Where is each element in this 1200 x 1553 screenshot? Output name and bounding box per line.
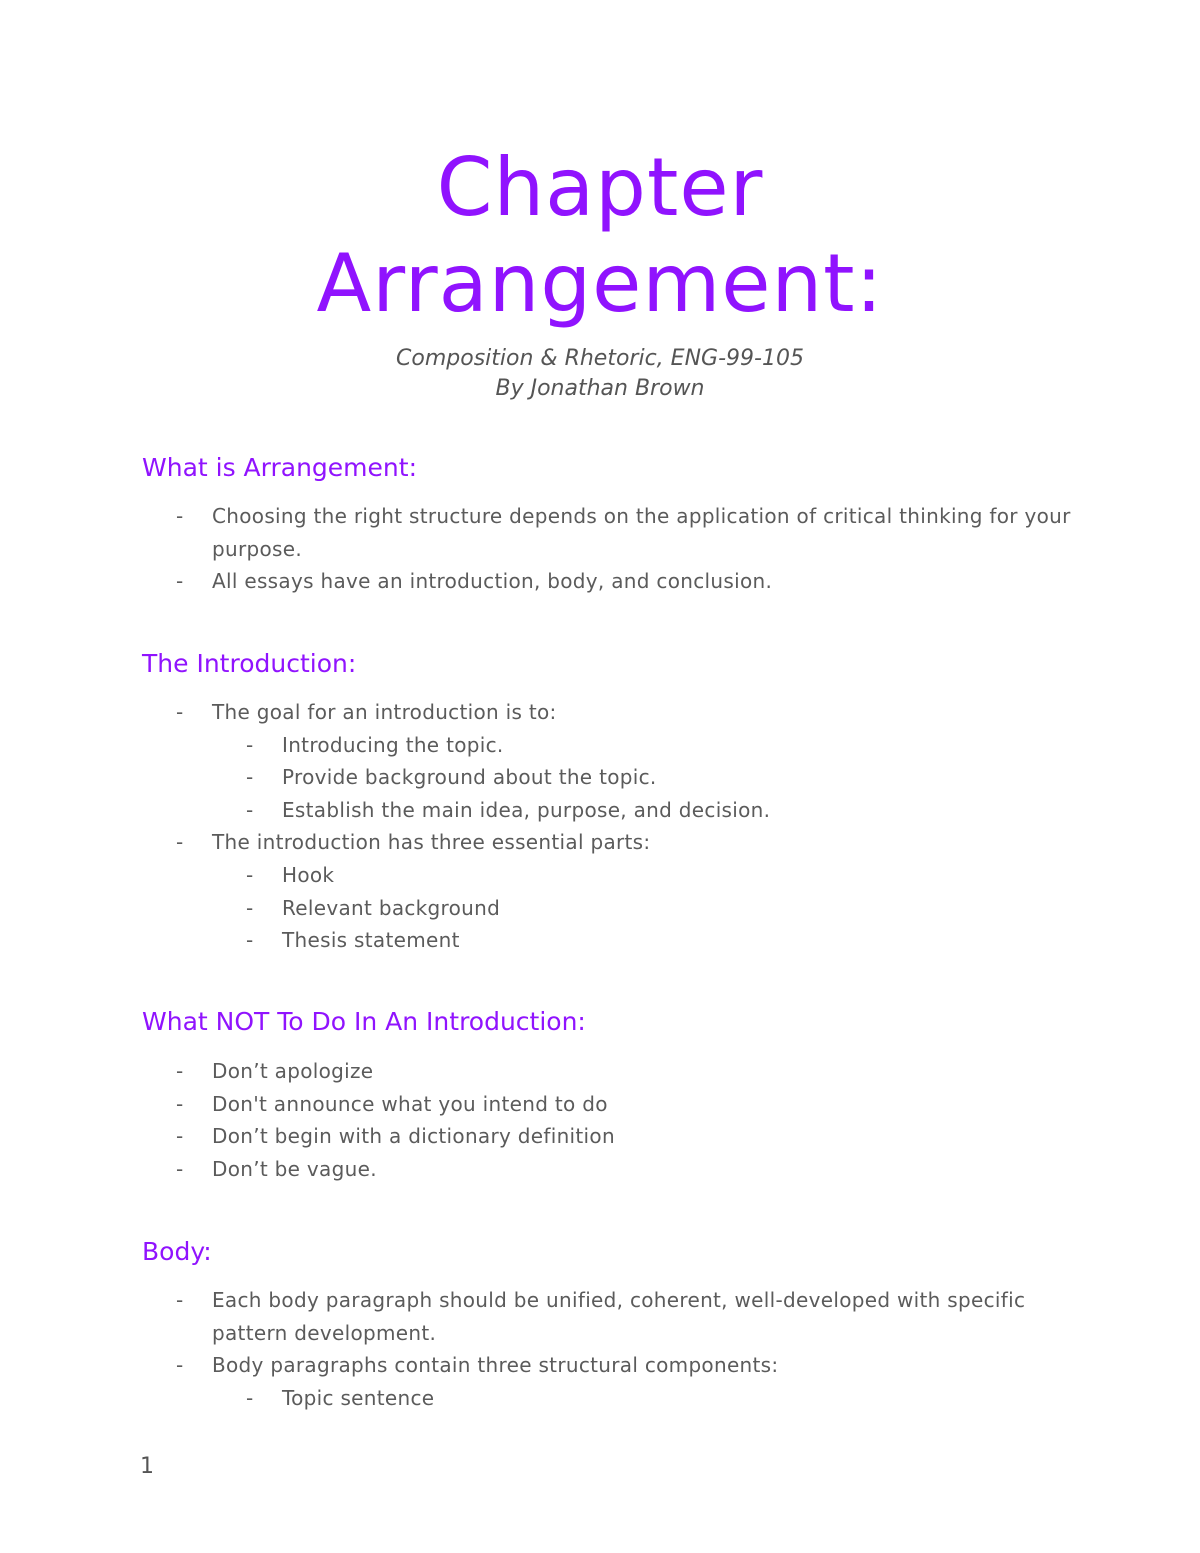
dash-bullet: - [176,1156,184,1181]
title-line-1: Chapter [436,141,764,234]
list-item [142,1055,1102,1088]
list-item-text: Don’t begin with a dictionary definition [212,1124,615,1149]
dash-bullet: - [246,797,254,822]
subtitle [0,344,1200,404]
section-heading: What NOT To Do In An Introduction: [142,1007,586,1036]
page-title [0,140,1200,332]
dash-bullet: - [176,1124,184,1149]
dash-bullet: - [246,928,254,953]
sub-list-item [142,924,1102,957]
list-item-text: The introduction has three essential parts: [212,830,651,855]
sub-list-item [142,729,1102,762]
section-introduction [142,648,1102,957]
list-item [142,1284,1102,1349]
section-heading: The Introduction: [142,649,357,678]
section-body [142,1236,1102,1414]
dash-bullet: - [176,1091,184,1116]
sub-list-item [142,794,1102,827]
list-item [142,1349,1102,1382]
list-item-text: Relevant background [282,895,501,920]
dash-bullet: - [176,504,184,528]
author-name: By Jonathan Brown [495,376,705,401]
list-item-text: Don’t be vague. [212,1156,377,1181]
page-number: 1 [140,1454,154,1479]
list-item-text: Each body paragraph should be unified, coherent, well-developed with specific pattern development. [212,1288,1026,1345]
sub-list-item [142,859,1102,892]
list-item-text: Thesis statement [282,928,460,953]
section-what-is-arrangement [142,452,1102,598]
dash-bullet: - [176,1353,184,1378]
list-item [142,1153,1102,1186]
bullet-list [142,1055,1102,1185]
list-item [142,565,1102,598]
sub-list-item [142,892,1102,925]
bullet-list [142,696,1102,957]
section-heading: What is Arrangement: [142,453,417,482]
list-item [142,696,1102,729]
course-name: Composition & Rhetoric, ENG-99-105 [396,346,804,371]
list-item [142,500,1102,565]
list-item-text: The goal for an introduction is to: [212,700,557,724]
bullet-list [142,500,1102,598]
bullet-list [142,1284,1102,1414]
sub-list-item [142,761,1102,794]
dash-bullet: - [246,1385,254,1410]
dash-bullet: - [246,765,254,790]
section-what-not-to-do [142,1006,1102,1185]
list-item-text: All essays have an introduction, body, and conclusion. [212,569,773,594]
title-line-2: Arrangement: [316,237,884,330]
list-item [142,826,1102,859]
list-item-text: Topic sentence [282,1385,435,1410]
list-item-text: Choosing the right structure depends on the application of critical thinking for your purpose. [212,504,1071,561]
dash-bullet: - [176,569,184,594]
section-heading: Body: [142,1237,212,1266]
dash-bullet: - [176,700,184,724]
list-item [142,1120,1102,1153]
dash-bullet: - [246,895,254,920]
dash-bullet: - [176,1059,184,1083]
list-item-text: Don't announce what you intend to do [212,1091,608,1116]
dash-bullet: - [176,830,184,855]
sub-list-item [142,1382,1102,1415]
list-item [142,1088,1102,1121]
list-item-text: Establish the main idea, purpose, and decision. [282,797,771,822]
list-item-text: Introducing the topic. [282,732,504,757]
dash-bullet: - [246,732,254,757]
list-item-text: Provide background about the topic. [282,765,657,790]
dash-bullet: - [176,1288,184,1312]
list-item-text: Don’t apologize [212,1059,374,1083]
list-item-text: Hook [282,862,335,887]
dash-bullet: - [246,862,254,887]
list-item-text: Body paragraphs contain three structural components: [212,1353,779,1378]
